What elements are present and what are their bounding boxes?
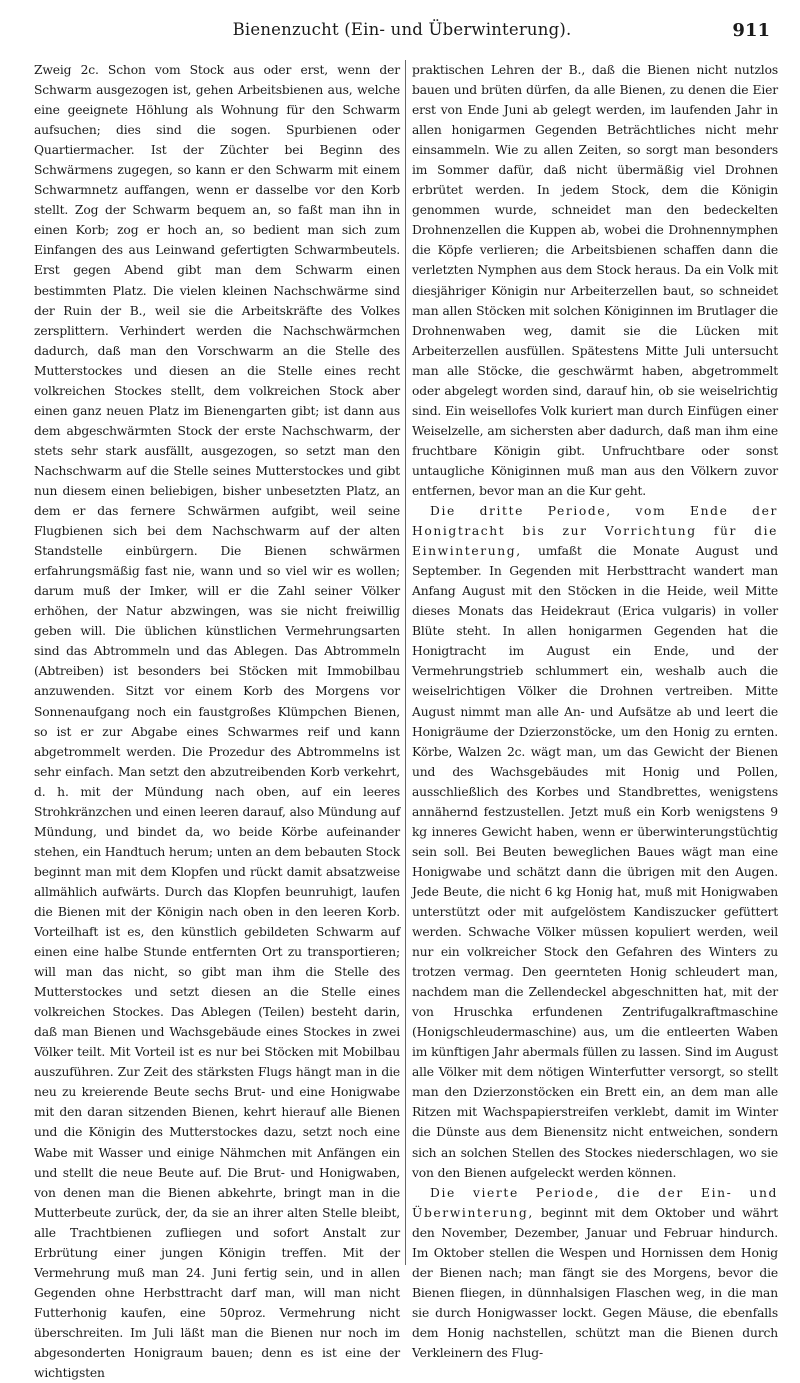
text-columns [34, 60, 778, 1381]
running-title: Bienenzucht (Ein- und Überwinterung). [232, 20, 572, 39]
section-heading: Die dritte Periode, vom Ende der Honigtracht bis zur Vorrichtung für die Einwinterung, [412, 504, 778, 559]
left-column [34, 60, 400, 1381]
paragraph-body: umfaßt die Monate August und September. In Gegenden mit Herbsttracht wandert man Anfang August mit den Stöcken in die Heide, weil Mitte dieses Monats das Heidekraut (Erica vulgaris) in voller Blüte steht. In allen honigarmen Gegenden hat die Honigtracht im August ein Ende, und der Vermehrungstrieb schlummert ein, weshalb auch die weiselrichtigen Völker die Drohnen vertreiben. Mitte August nimmt man alle An- und Aufsätze ab und leert die Honigräume der Dzierzonstöcke, um den Honig zu ernten. Körbe, Walzen 2c. wägt man, um das Gewicht der Bienen und des Wachsgebäudes mit Honig und Pollen, ausschließlich des Korbes und Standbrettes, wenigstens annähernd festzustellen. Jetzt muß ein Korb wenigstens 9 kg inneres Gewicht haben, wenn er überwinterungstüchtig sein soll. Bei Beuten beweglichen Baues wägt man eine Honigwabe und schätzt dann die übrigen mit den Augen. Jede Beute, die nicht 6 kg Honig hat, muß mit Honigwaben unterstützt oder mit aufgelöstem Kandiszucker gefüttert werden. Schwache Völker müssen kopuliert werden, weil nur ein volkreicher Stock den Gefahren des Winters zu trotzen vermag. Den geernteten Honig schleudert man, nachdem man die Zellendeckel abgeschnitten hat, mit der von Hruschka erfundenen Zentrifugalkraftmaschine (Honigschleudermaschine) aus, um die entleerten Waben im künftigen Jahr abermals füllen zu lassen. Sind im August alle Völker mit dem nötigen Winterfutter versorgt, so stellt man den Dzierzonstöcken ein Brett ein, an dem man alle Ritzen mit Wachspapierstreifen verklebt, damit im Winter die Dünste aus dem Bienensitz nicht entweichen, sondern sich an solchen Stellen des Stockes niederschlagen, wo sie von den Bienen aufgeleckt werden können. [412, 544, 778, 1180]
right-column [412, 60, 778, 1360]
paragraph: Zweig 2c. Schon vom Stock aus oder erst, wenn der Schwarm ausgezogen ist, gehen Arbeitsbienen aus, welche eine geeignete Höhlung als Wohnung für den Schwarm aufsuchen; dies sind die sogen. Spurbienen oder Quartiermacher. Ist der Züchter bei Beginn des Schwärmens zugegen, so kann er den Schwarm mit einem Schwarmnetz auffangen, wenn er dasselbe vor den Korb stellt. Zog der Schwarm bequem an, so faßt man ihn in einen Korb; zog er hoch an, so bedient man sich zum Einfangen des aus Leinwand gefertigten Schwarmbeutels. Erst gegen Abend gibt man dem Schwarm einen bestimmten Platz. Die vielen kleinen Nachschwärme sind der Ruin der B., weil sie die Arbeitskräfte des Volkes zersplittern. Verhindert werden die Nachschwärmchen dadurch, daß man den Vorschwarm an die Stelle des Mutterstockes und diesen an die Stelle eines recht volkreichen Stockes stellt, dem volkreichen Stock aber einen ganz neuen Platz im Bienengarten gibt; ist dann aus dem abgeschwärmten Stock der erste Nachschwarm, der stets sehr stark ausfällt, ausgezogen, so setzt man den Nachschwarm auf die Stelle seines Mutterstockes und gibt nun diesem einen beliebigen, bisher unbesetzten Platz, an dem er das fernere Schwärmen aufgibt, weil seine Flugbienen sich bei dem Nachschwarm auf der alten Standstelle einbürgern. Die Bienen schwärmen erfahrungsmäßig fast nie, wann und so viel wir es wollen; darum muß der Imker, will er die Zahl seiner Völker erhöhen, der Natur abzwingen, was sie nicht freiwillig geben will. Die üblichen künstlichen Vermehrungsarten sind das Abtrommeln und das Ablegen. Das Abtrommeln (Abtreiben) ist besonders bei Stöcken mit Immobilbau anzuwenden. Sitzt vor einem Korb des Morgens vor Sonnenaufgang noch ein faustgroßes Klümpchen Bienen, so ist er zur Abgabe eines Schwarmes reif und kann abgetrommelt werden. Die Prozedur des Abtrommelns ist sehr einfach. Man setzt den abzutreibenden Korb verkehrt, d. h. mit der Mündung nach oben, auf ein leeres Strohkränzchen und einen leeren darauf, also Mündung auf Mündung, und bindet da, wo beide Körbe aufeinander stehen, ein Handtuch herum; unten an dem bebauten Stock beginnt man mit dem Klopfen und rückt damit absatzweise allmählich aufwärts. Durch das Klopfen beunruhigt, laufen die Bienen mit der Königin nach oben in den leeren Korb. Vorteilhaft ist es, den künstlich gebildeten Schwarm auf einen eine halbe Stunde entfernten Ort zu transportieren; will man das nicht, so gibt man ihm die Stelle des Mutterstockes und setzt diesen an die Stelle eines volkreichen Stockes. Das Ablegen (Teilen) besteht darin, daß man Bienen und Wachsgebäude eines Stockes in zwei Völker teilt. Mit Vorteil ist es nur bei Stöcken mit Mobilbau auszuführen. Zur Zeit des stärksten Flugs hängt man in die neu zu kreierende Beute sechs Brut- und eine Honigwabe mit den daran sitzenden Bienen, kehrt hierauf alle Bienen und die Königin des Mutterstockes dazu, setzt noch eine Wabe mit Wasser und einige Nähmchen mit Anfängen ein und stellt die neue Beute auf. Die Brut- und Honigwaben, von denen man die Bienen abkehrte, bringt man in die Mutterbeute zurück, der, da sie an ihrer alten Stelle bleibt, alle Trachtbienen zufliegen und sofort Anstalt zur Erbrütung einer jungen Königin treffen. Mit der Vermehrung muß man 24. Juni fertig sein, und in allen Gegenden ohne Herbsttracht darf man, will man nicht Futterhonig kaufen, eine 50proz. Vermehrung nicht überschreiten. Im Juli läßt man die Bienen nur noch im abgesonderten Honigraum bauen; denn es ist eine der wichtigsten [34, 63, 400, 1381]
paragraph [412, 501, 778, 1183]
page-header [34, 20, 770, 50]
page-number: 911 [732, 20, 770, 41]
paragraph-body: beginnt mit dem Oktober und währt den November, Dezember, Januar und Februar hindurch. Im Oktober stellen die Wespen und Hornissen dem Honig der Bienen nach; man fängt sie des Morgens, bevor die Bienen fliegen, in dünnhalsigen Flaschen weg, in die man sie durch Honigwasser lockt. Gegen Mäuse, die ebenfalls dem Honig nachstellen, schützt man die Bienen durch Verkleinern des Flug- [412, 1205, 778, 1360]
column-divider [405, 60, 406, 1265]
paragraph [412, 1183, 778, 1363]
paragraph: praktischen Lehren der B., daß die Bienen nicht nutzlos bauen und brüten dürfen, da alle Bienen, zu denen die Eier erst von Ende Juni ab gelegt werden, im laufenden Jahr in allen honigarmen Gegenden Beträchtliches nicht mehr einsammeln. Wie zu allen Zeiten, so sorgt man besonders im Sommer dafür, daß nicht übermäßig viel Drohnen erbrütet werden. In jedem Stock, dem die Königin genommen wurde, schneidet man den bedeckelten Drohnenzellen die Kuppen ab, wobei die Drohnennymphen die Köpfe verlieren; die Arbeitsbienen schaffen dann die verletzten Nymphen aus dem Stock heraus. Da ein Volk mit diesjähriger Königin nur Arbeiterzellen baut, so schneidet man allen Stöcken mit solchen Königinnen im Brutlager die Drohnenwaben weg, damit sie die Lücken mit Arbeiterzellen ausfüllen. Spätestens Mitte Juli untersucht man alle Stöcke, die geschwärmt haben, abgetrommelt oder abgelegt worden sind, darauf hin, ob sie weiselrichtig sind. Ein weisellofes Volk kuriert man durch Einfügen einer Weiselzelle, am sichersten aber dadurch, daß man ihm eine fruchtbare Königin gibt. Unfruchtbare oder sonst untaugliche Königinnen muß man aus den Völkern zuvor entfernen, bevor man an die Kur geht. [412, 63, 778, 498]
section-heading: Die vierte Periode, die der Ein- und Überwinterung, [412, 1185, 778, 1220]
